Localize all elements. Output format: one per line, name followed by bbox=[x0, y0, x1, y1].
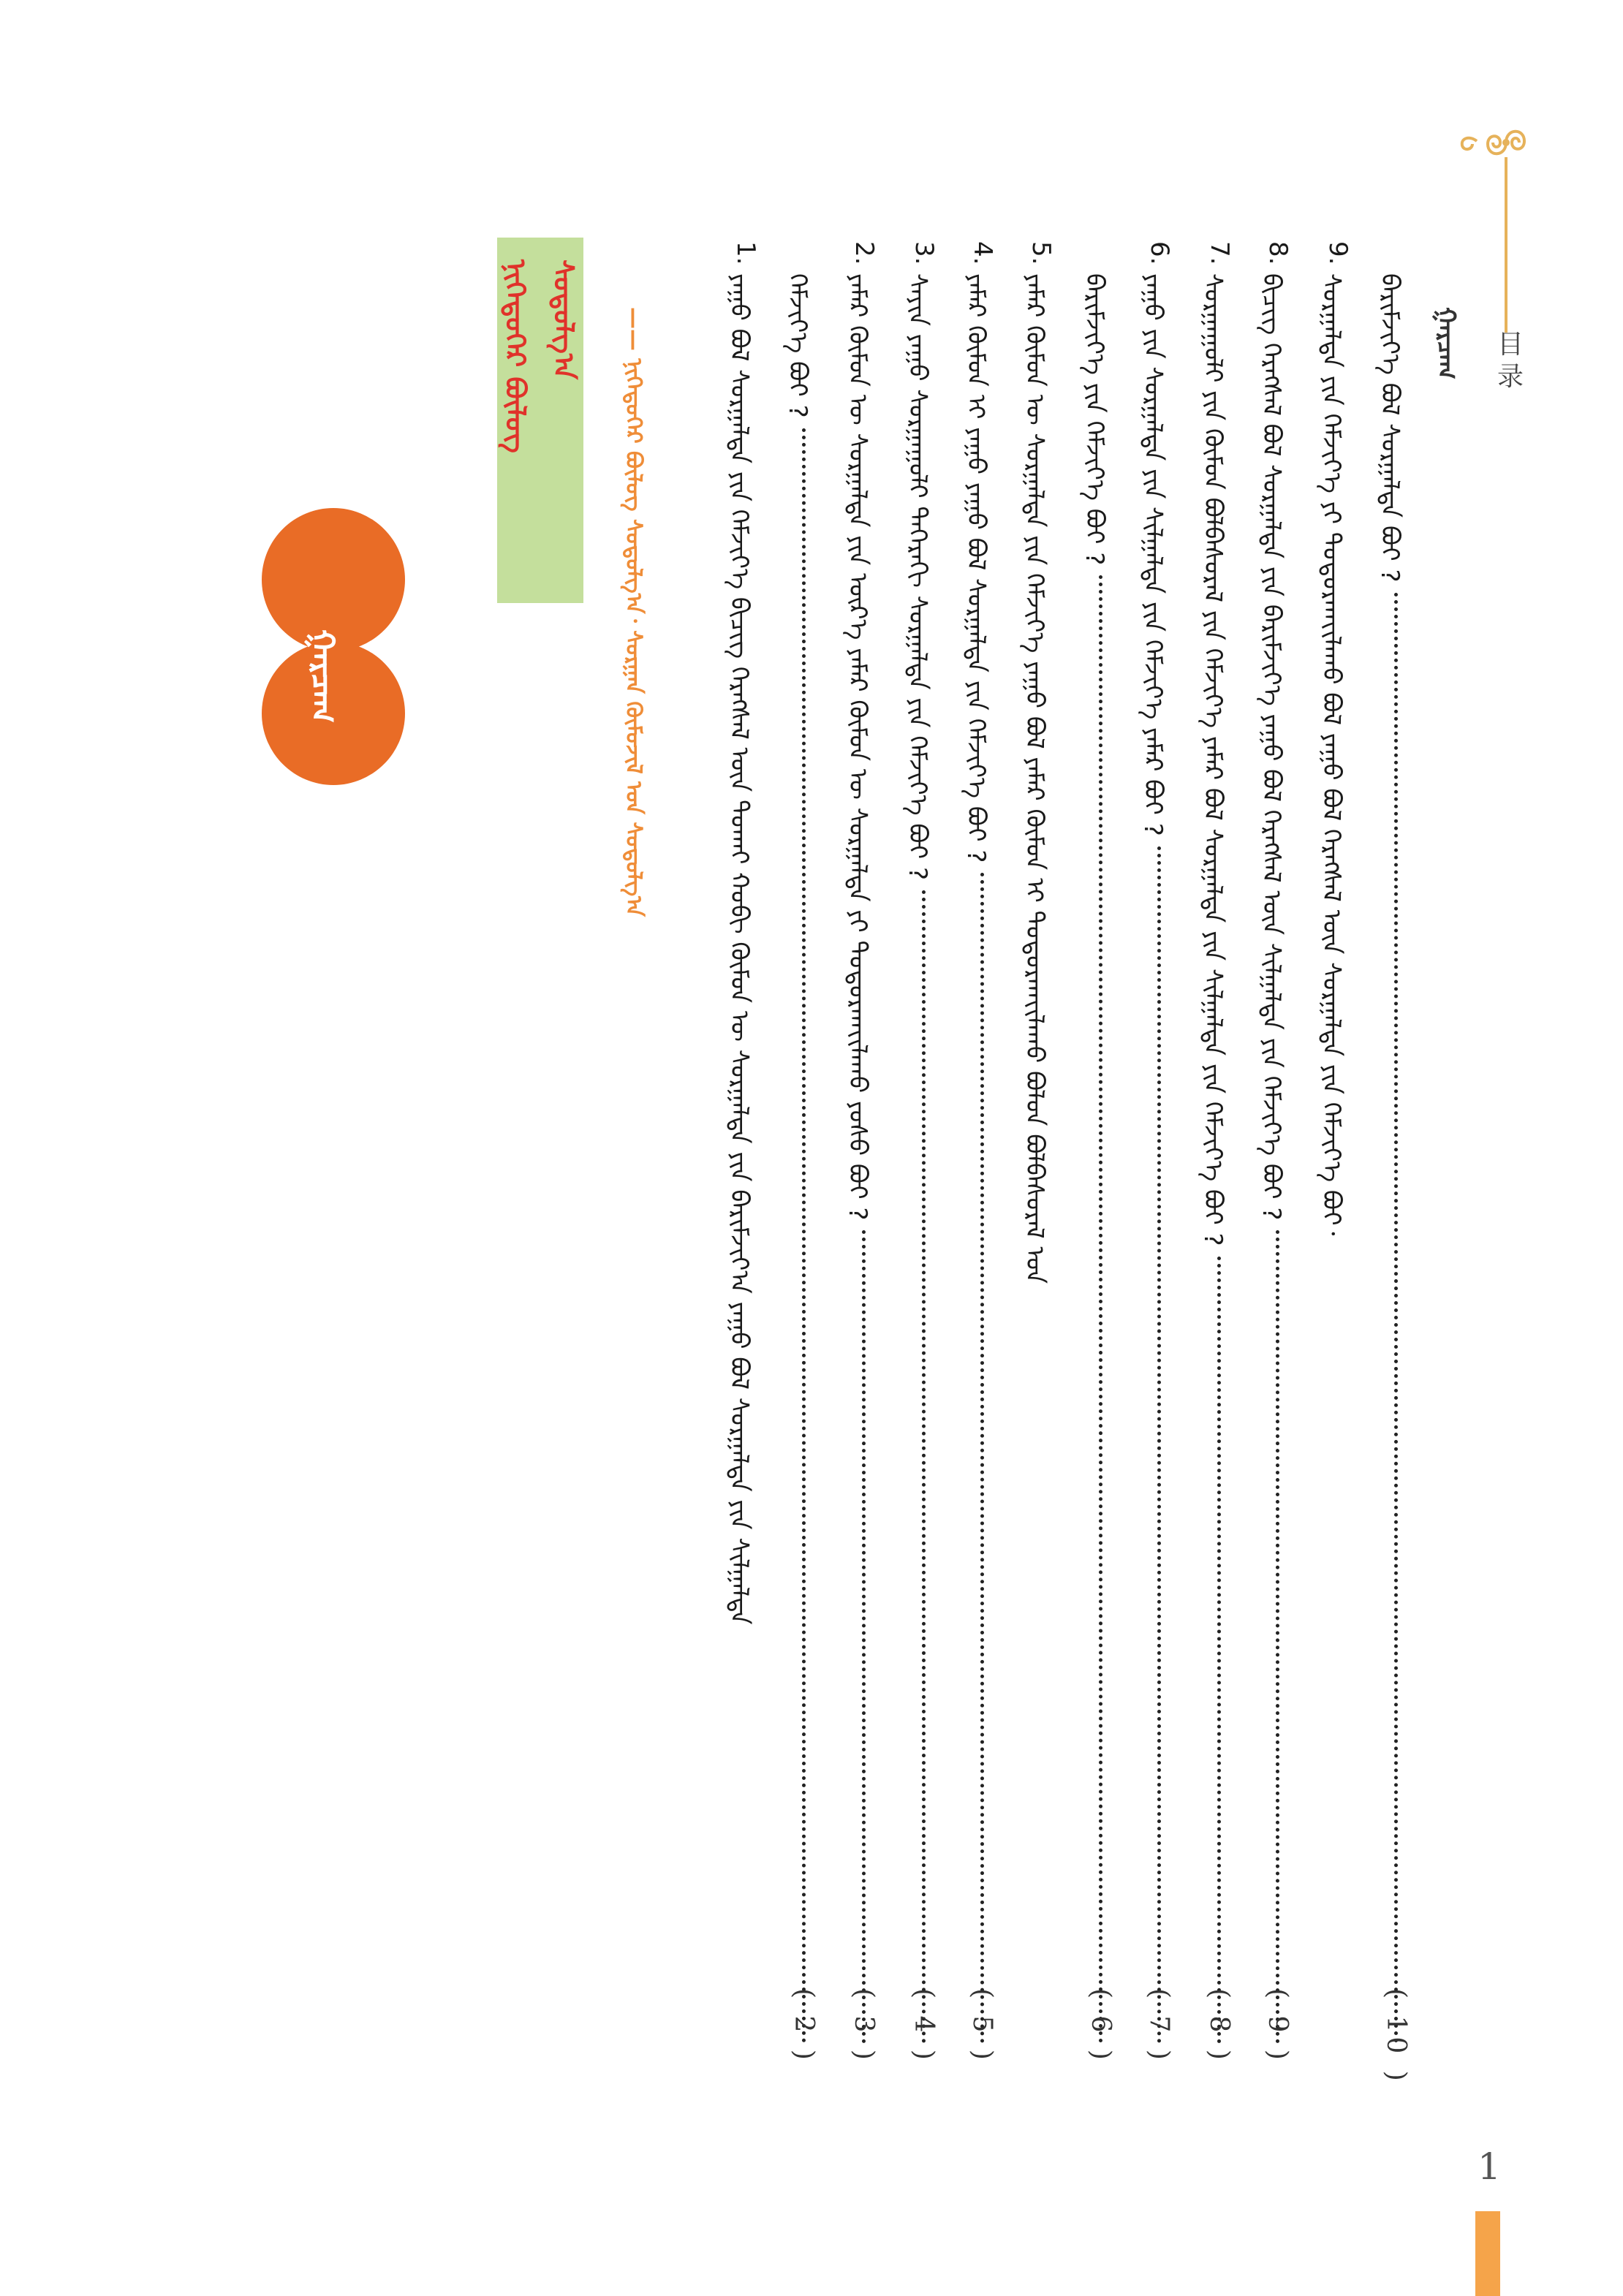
toc-leader bbox=[1218, 1257, 1222, 2044]
toc-num: 4. bbox=[968, 241, 997, 265]
toc-num: 7. bbox=[1205, 241, 1234, 265]
toc-line bbox=[1375, 241, 1414, 2085]
toc-text: ᠶᠠᠭᠤ ᠶᠢᠨ ᠰᠤᠷᠭᠠᠯᠲᠠ ᠶᠢᠨ ᠰᠢᠯᠭᠠᠯᠲᠠ ᠶᠢᠨ ᠬᠡᠮᠵᠢᠶ᠎ᠡ ᠶᠠᠮᠠᠷ ᠪᠣᠢ ? bbox=[1138, 273, 1168, 836]
header-title-mongolian: ᠭᠠᠷᠴᠠᠭ bbox=[1431, 307, 1461, 379]
toc-line bbox=[961, 241, 1000, 2064]
toc-line bbox=[843, 241, 882, 2064]
toc-text: ᠪᠠᠷᠢᠮᠵᠢᠶ᠎ᠡ ᠪᠣᠯ ᠰᠤᠷᠭᠠᠯᠲᠠ ᠪᠣᠢ ? bbox=[1375, 273, 1404, 583]
toc-page: ( 8 ) bbox=[1204, 1988, 1235, 2064]
toc-line bbox=[903, 241, 942, 2064]
toc-leader bbox=[863, 1230, 866, 2044]
chapter-subtitle: —— ᠨᠢᠭᠡᠳᠦᠭᠡᠷ ᠪᠦᠯᠦᠭ ᠰᠣᠳᠤᠯᠭ᠎ᠠ᠂ ᠰᠤᠷᠭᠠᠨ ᠬᠦᠮᠦᠵᠢᠯ ᠤᠨ ᠰᠤᠳᠤᠯᠭ᠎ᠠ bbox=[621, 307, 646, 917]
toc-line bbox=[1080, 241, 1119, 2064]
toc-text: ᠪᠠᠷᠢᠮᠵᠢᠶ᠎ᠡ ᠶᠢᠨ ᠬᠡᠮᠵᠢᠶ᠎ᠡ ᠪᠣᠢ ? bbox=[1080, 273, 1109, 566]
badge-label: ᠭᠠᠷᠴᠠᠭ bbox=[303, 629, 341, 724]
toc-page: ( 7 ) bbox=[1144, 1988, 1175, 2064]
toc-leader bbox=[981, 873, 985, 2044]
header-rule bbox=[1505, 157, 1507, 333]
toc-num: 5. bbox=[1026, 241, 1056, 265]
toc-line bbox=[1020, 241, 1059, 2054]
toc-num: 6. bbox=[1145, 241, 1174, 265]
toc-text: ᠰᠠᠶᠢᠨ ᠶᠠᠭᠤ ᠰᠤᠷᠭᠠᠭᠤᠯᠢ ᠳᠡᠭᠡᠷᠡᠬᠢ ᠰᠤᠷᠭᠠᠯᠲᠠ ᠶᠢᠨ ᠬᠡᠮᠵᠢᠶ᠎ᠡ ᠪᠣᠢ ? bbox=[903, 273, 932, 881]
toc-page: ( 3 ) bbox=[849, 1988, 879, 2064]
toc-page: ( 5 ) bbox=[967, 1988, 998, 2064]
toc-line bbox=[783, 241, 822, 2064]
toc-text: ᠶᠠᠭᠤ ᠪᠣᠯ ᠰᠤᠷᠭᠠᠯᠲᠠ ᠶᠢᠨ ᠬᠡᠮᠵᠢᠶ᠎ᠡ ᠪᠢᠴᠢᠭ ᠬᠡᠷᠡᠭᠰᠡᠯ ᠦᠨ ᠲᠤᠬᠠᠢ ᠬᠤᠪᠢ ᠬᠦᠮᠦᠨ ᠦ ᠰᠤᠷᠭᠠᠯᠲᠠ ᠶᠢᠨ ᠪᠠᠷᠢᠮᠵᠢᠶ᠎ᠠ ᠶᠠᠭᠤ ᠪᠣᠯ ᠰᠤᠷᠭᠠᠯᠲᠠ ᠶᠢᠨ ᠰᠢᠯᠭᠠᠯᠲᠠ bbox=[725, 273, 754, 1625]
toc-page: ( 10 ) bbox=[1381, 1988, 1412, 2085]
toc-leader bbox=[923, 890, 926, 2044]
toc-num: 8. bbox=[1263, 241, 1293, 265]
toc-page: ( 2 ) bbox=[789, 1988, 820, 2064]
toc-line bbox=[1138, 241, 1177, 2064]
chapter-title-box bbox=[497, 238, 583, 603]
toc-leader bbox=[803, 428, 806, 2044]
toc-page: ( 9 ) bbox=[1263, 1988, 1293, 2064]
toc-leader bbox=[1395, 593, 1399, 2044]
toc-leader bbox=[1158, 846, 1162, 2044]
toc-text: ᠰᠤᠷᠭᠠᠭᠤᠯᠢ ᠶᠢᠨ ᠬᠦᠮᠦᠨ ᠪᠣᠯᠪᠠᠰᠤᠷᠠᠯ ᠶᠢᠨ ᠬᠡᠮᠵᠢᠶ᠎ᠡ ᠶᠠᠮᠠᠷ ᠪᠣᠯ ᠰᠤᠷᠭᠠᠯᠲᠠ ᠶᠢᠨ ᠰᠢᠯᠭᠠᠯᠲᠠ ᠶᠢᠨ ᠬᠡᠮᠵᠢᠶ᠎ᠡ ᠪᠣᠢ ? bbox=[1198, 273, 1227, 1246]
page-number: 1 bbox=[1478, 2145, 1501, 2188]
toc-line bbox=[1317, 241, 1355, 2054]
toc-line bbox=[725, 241, 763, 2054]
header-title: 目录 bbox=[1497, 330, 1524, 392]
toc-line bbox=[1198, 241, 1237, 2064]
toc-text: ᠪᠢᠴᠢᠭ ᠬᠡᠷᠡᠭᠰᠡᠯ ᠪᠣᠯ ᠰᠤᠷᠭᠠᠯᠲᠠ ᠶᠢᠨ ᠪᠠᠷᠢᠮᠵᠢᠶ᠎ᠡ ᠶᠠᠭᠤ ᠪᠣᠯ ᠬᠡᠷᠡᠭᠰᠡᠯ ᠦᠨ ᠰᠢᠯᠭᠠᠯᠲᠠ ᠶᠢᠨ ᠬᠡᠮᠵᠢᠶ᠎ᠡ ᠪᠣᠢ ? bbox=[1257, 273, 1286, 1221]
toc-leader bbox=[1100, 575, 1103, 2044]
toc-page: ( 4 ) bbox=[909, 1988, 939, 2064]
ornament-icon bbox=[1455, 121, 1535, 164]
chapter-title: ᠨᠢᠭᠡᠳᠦᠭᠡᠷ ᠪᠦᠯᠦᠭ ᠰᠣᠳᠤᠯᠭ᠎ᠠ bbox=[499, 259, 580, 453]
toc-text: ᠶᠠᠮᠠᠷ ᠬᠦᠮᠦᠨ ᠦ ᠰᠤᠷᠭᠠᠯᠲᠠ ᠶᠢᠨ ᠬᠡᠮᠵᠢᠶ᠎ᠡ ᠶᠠᠭᠤ ᠪᠣᠯ ᠶᠠᠮᠠᠷ ᠬᠦᠮᠦᠨ ᠢ ᠲᠣᠳᠤᠷᠬᠠᠶ᠋ᠢᠯᠠᠬᠤ ᠪᠣᠯᠣᠨ ᠪᠣᠯᠪᠠᠰᠤᠷᠠᠯ ᠤᠨ bbox=[1020, 273, 1049, 1284]
toc-num: 1. bbox=[731, 241, 760, 265]
toc-leader bbox=[1276, 1230, 1280, 2044]
toc-num: 9. bbox=[1323, 241, 1352, 265]
toc-num: 2. bbox=[850, 241, 879, 265]
toc-text: ᠶᠠᠮᠠᠷ ᠬᠦᠮᠦᠨ ᠢ ᠶᠠᠭᠤ ᠶᠠᠭᠤ ᠪᠣᠯ ᠰᠤᠷᠭᠠᠯᠲᠠ ᠶᠢᠨ ᠬᠡᠮᠵᠢᠶ᠎ᠡ ᠪᠣᠢ ? bbox=[961, 273, 991, 863]
toc-page: ( 6 ) bbox=[1086, 1988, 1116, 2064]
toc-text: ᠶᠠᠮᠠᠷ ᠬᠦᠮᠦᠨ ᠦ ᠰᠤᠷᠭᠠᠯᠲᠠ ᠶᠢᠨ ᠦᠷ᠎ᠡ ᠶᠠᠮᠠᠷ ᠬᠦᠮᠦᠨ ᠦ ᠰᠤᠷᠭᠠᠯᠲᠠ ᠶᠢ ᠲᠣᠳᠤᠷᠬᠠᠶ᠋ᠢᠯᠠᠬᠤ ᠶᠣᠰᠣ ᠪᠣᠢ ? bbox=[843, 273, 872, 1221]
toc-text: ᠬᠡᠮᠵᠢᠶ᠎ᠡ ᠪᠣᠢ ? bbox=[783, 273, 812, 418]
toc-num: 3. bbox=[909, 241, 939, 265]
toc-line bbox=[1257, 241, 1295, 2064]
page-tab bbox=[1475, 2211, 1500, 2296]
toc-text: ᠰᠤᠷᠭᠠᠯᠲᠠ ᠶᠢᠨ ᠬᠡᠮᠵᠢᠶ᠎ᠡ ᠶᠢ ᠲᠣᠳᠤᠷᠬᠠᠶ᠋ᠢᠯᠠᠬᠤ ᠪᠣᠯ ᠶᠠᠭᠤ ᠪᠣᠯ ᠬᠡᠷᠡᠭᠰᠡᠯ ᠦᠨ ᠰᠤᠷᠭᠠᠯᠲᠠ ᠶᠢᠨ ᠬᠡᠮᠵᠢᠶ᠎ᠡ ᠪᠣᠢ᠂ bbox=[1317, 273, 1346, 1236]
